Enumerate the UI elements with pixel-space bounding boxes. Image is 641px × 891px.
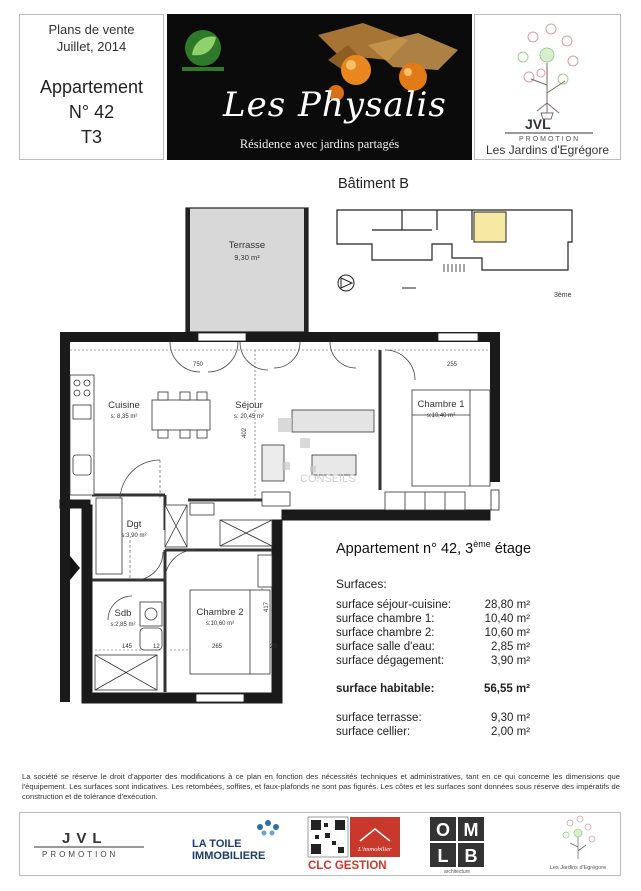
brand-subtitle: Résidence avec jardins partagés [239,137,400,151]
residence-logo [167,14,472,160]
brand-title: Les Physalis [223,85,447,125]
jardins-logo [474,14,621,160]
room-sejour-area: s: 20,45 m² [233,414,265,420]
surface-total-row: surface habitable: 56,55 m² [336,683,530,695]
surface-extra-row: surface terrasse: 9,30 m² [336,712,530,724]
svg-text:CONSEILS: CONSEILS [300,473,356,485]
terrace-area [186,208,308,332]
header-sales-info [19,14,164,160]
partners-footer [19,812,621,876]
apartment-floor-title: Appartement n° 42, 3ème étage [336,539,532,557]
svg-text:O: O [435,820,451,840]
la-toile-logo [192,820,279,862]
floor-label: 3ème [554,292,572,299]
dim-402: 402 [242,427,248,438]
room-terrasse-name: Terrasse [228,240,266,251]
room-sdb-name: Sdb [114,608,132,619]
jvl-logo [34,830,144,859]
dim-750: 750 [193,362,204,368]
surface-row: surface chambre 1: 10,40 m² [336,613,530,625]
room-chambre1-area: s:10,40 m² [426,413,456,419]
jvl-mark: JVL [525,116,551,132]
svg-text:PROMOTION: PROMOTION [42,850,119,859]
room-dgt-name: Dgt [126,519,142,530]
room-cuisine-area: s: 8,35 m² [110,414,138,420]
apartment-id: Appartement N° 42 T3 [39,77,144,147]
svg-text:architecture: architecture [443,869,471,875]
room-chambre2-name: Chambre 2 [196,607,244,618]
room-terrasse-area: 9,30 m² [234,253,260,262]
room-dgt-area: s:3,90 m² [121,533,147,539]
surface-row: surface salle d'eau: 2,85 m² [336,641,530,653]
jardins-caption: Les Jardins d'Egrégore [485,143,610,157]
plans-date: Plans de vente Juillet, 2014 [48,22,135,54]
svg-text:IMMOBILIERE: IMMOBILIERE [192,850,266,862]
building-title: Bâtiment B [338,176,409,192]
surfaces-heading: Surfaces: [336,577,387,591]
apartment-highlight [474,212,506,242]
room-sdb-area: s:2,85 m² [110,622,136,628]
surface-row: surface chambre 2: 10,60 m² [336,627,530,639]
svg-text:B: B [464,846,478,866]
surface-row: surface séjour-cuisine: 28,80 m² [336,599,530,611]
dim-12: 12 [153,644,160,650]
omlb-logo [430,817,484,875]
svg-text:M: M [463,820,479,840]
leaf-badge-icon [182,30,224,71]
room-cuisine-name: Cuisine [108,400,140,411]
svg-text:Les Jardins d'Egrégore: Les Jardins d'Egrégore [549,865,607,871]
dim-417: 417 [264,601,270,612]
dim-265: 265 [212,644,223,650]
entrance-arrow-icon [70,556,80,580]
svg-text:LA TOILE: LA TOILE [192,838,242,850]
svg-text:L: L [437,846,449,866]
room-sejour-name: Séjour [235,400,263,411]
jardins-small-logo [550,816,606,871]
dim-145: 145 [122,644,133,650]
svg-text:JVL: JVL [62,830,108,847]
svg-text:CLC GESTION: CLC GESTION [308,860,387,872]
dim-20: 20 [270,644,277,650]
surface-row: surface dégagement: 3,90 m² [336,655,530,667]
svg-text:L'immobilier: L'immobilier [358,846,392,853]
svg-text:PROMOTION: PROMOTION [519,136,581,143]
room-chambre2-area: s:10,60 m² [205,621,235,627]
clc-gestion-logo [308,817,400,872]
dim-255: 255 [447,362,458,368]
room-chambre1-name: Chambre 1 [417,399,465,410]
compass-icon [338,275,354,291]
building-key-plan [332,200,582,300]
surface-extra-row: surface cellier: 2,00 m² [336,726,530,738]
tree-icon [518,24,578,119]
legal-disclaimer: La société se réserve le droit d'apporter des modifications à ce plan en fonction des nécessités techniques et administratives, tant en ce qui concerne les dimensions que l'équipement. Les surfaces sont indicatives. Les retombées, soffites, et faux-plafonds ne sont pas figurés. Les côtes et les surfaces sont données sous réserve des impératifs de construction et de tolérance d'exécution. [22,772,620,801]
